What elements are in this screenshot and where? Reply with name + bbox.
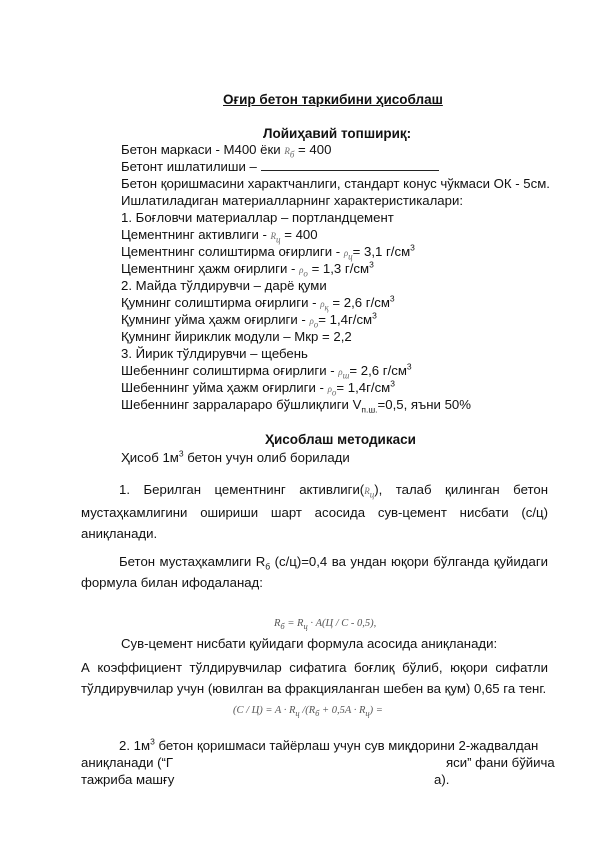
formula2-sub: ц — [295, 708, 300, 719]
formula2-sub3: ц — [365, 708, 370, 719]
step2-text-a: бетон қоришмаси тайёрлаш учун сув миқдорини 2-жадвалдан — [154, 738, 539, 753]
cement-bulk-symbol: ρ — [299, 265, 304, 275]
cube-superscript: 3 — [390, 378, 395, 389]
cube-superscript: 3 — [406, 361, 412, 372]
step1-symbol: R — [364, 486, 370, 496]
concrete-usage-line — [121, 158, 439, 175]
wc-ratio-text: Сув-цемент нисбати қуйидаги формула асосида аниқланади: — [121, 636, 498, 651]
gravel-density-value: = 2,6 г/см — [349, 363, 407, 378]
gravel-voids-sub: п.ш. — [361, 404, 378, 415]
formula2-mid2: + 0,5A · R — [319, 705, 366, 716]
method-heading: Ҳисоблаш методикаси — [265, 432, 416, 447]
formula2-tail: ) = — [369, 705, 383, 716]
gravel-bulk-symbol: ρ — [327, 384, 332, 394]
sand-bulk-value: = 1,4г/см — [318, 312, 373, 327]
sand-density-symbol-sub: қ — [324, 302, 329, 313]
cement-bulk-value: = 1,3 г/см — [311, 261, 370, 276]
mix-consistency-text: Бетон қоришмасини характчанлиги, стандарт конус чўкмаси ОК - 5см. — [121, 176, 550, 191]
step2-line-2-end: яси” фани бўйича — [446, 755, 555, 770]
step2-sup: 3 — [150, 736, 155, 747]
sand-bulk-symbol: ρ — [309, 316, 314, 326]
cement-activity-symbol: R — [270, 231, 277, 241]
formula2-start: (C / Ц) = A · R — [233, 705, 296, 716]
gravel-bulk-symbol-sub: о — [331, 387, 337, 398]
cement-density-value: = 3,1 г/см — [352, 244, 411, 259]
coefficient-paragraph: А коэффициент тўлдирувчилар сифатига боғлиқ бўлиб, юқори сифатли тўлдирувчилар учун (ювилган ва фракцияланган шебен ва қум) 0,65 га тенг. — [81, 660, 548, 696]
gravel-density-symbol-sub: ш — [342, 370, 350, 381]
method-intro-suffix: бетон учун олиб борилади — [183, 450, 350, 465]
cement-density-symbol-sub: ц — [348, 251, 353, 262]
formula1-rest: = R — [284, 618, 304, 629]
step1-symbol-sub: ц — [369, 489, 375, 500]
strength-paragraph — [81, 551, 548, 593]
document-title: Оғир бетон таркибини ҳисоблаш — [223, 92, 443, 107]
step2-prefix: 2. 1м — [119, 738, 151, 753]
formula1-sub: б — [280, 621, 285, 632]
step1-paragraph — [81, 479, 548, 544]
method-intro-sup: 3 — [178, 448, 184, 459]
cement-density-label: Цементнинг солиштирма оғирлиги - — [121, 244, 341, 259]
concrete-grade-value: = 400 — [298, 142, 332, 157]
sand-density-label: Қумнинг солиштирма оғирлиги - — [121, 295, 317, 310]
cement-activity-value: = 400 — [284, 227, 318, 242]
step2-line-2-start: аниқланади (“Г — [81, 755, 174, 770]
gravel-voids-suffix: =0,5, яъни 50% — [377, 397, 471, 412]
sand-bulk-label: Қумнинг уйма ҳажм оғирлиги - — [121, 312, 306, 327]
strength-sub: б — [265, 561, 271, 572]
gravel-density-symbol: ρ — [338, 367, 343, 377]
cube-superscript: 3 — [389, 293, 395, 304]
cube-superscript: 3 — [369, 259, 374, 270]
gravel-voids-prefix: Шебеннинг зарралараро бўшлиқлиги V — [121, 397, 362, 412]
cement-activity-symbol-sub: ц — [276, 234, 281, 245]
formula1-sub2: ц — [303, 621, 308, 632]
step2-line-3-start: тажриба машғу — [81, 772, 175, 787]
cement-activity-label: Цементнинг активлиги - — [121, 227, 267, 242]
formula1-r: R — [274, 618, 281, 629]
step1-text-b: ), талаб қилинган бетон мустаҳкамлигини ошириши шарт асосида сув-цемент нисбати (с/ц) аниқланади. — [81, 482, 548, 541]
sand-bulk-symbol-sub: о — [313, 319, 319, 330]
gravel-voids-line — [121, 396, 471, 413]
step2-line-3-end: а). — [434, 772, 450, 787]
step1-text-a: 1. Берилган цементнинг активлиги( — [119, 482, 365, 497]
method-intro — [121, 449, 350, 466]
gravel-bulk-value: = 1,4г/см — [336, 380, 391, 395]
concrete-grade-label: Бетон маркаси - М400 ёки — [121, 142, 281, 157]
sand-density-symbol: ρ — [320, 299, 325, 309]
step2-line-1 — [81, 737, 548, 754]
sand-density-value: = 2,6 г/см — [332, 295, 390, 310]
binder-heading: 1. Боғловчи материаллар – портландцемент — [121, 210, 394, 225]
cube-superscript: 3 — [372, 310, 377, 321]
cement-density-symbol: ρ — [343, 248, 349, 258]
fine-aggregate-heading: 2. Майда тўлдирувчи – дарё қуми — [121, 278, 327, 293]
assignment-heading: Лойиҳавий топшириқ: — [263, 126, 412, 141]
formula1-tail: · A(Ц / C - 0,5), — [307, 618, 377, 629]
cement-bulk-symbol-sub: о — [303, 268, 308, 279]
cement-bulk-label: Цементнинг ҳажм оғирлиги - — [121, 261, 296, 276]
wc-formula — [233, 705, 383, 719]
strength-rest: (с/ц)=0,4 ва ундан юқори бўлганда қуйидаги формула билан ифодаланад: — [81, 554, 548, 590]
cube-superscript: 3 — [410, 242, 415, 253]
concrete-usage-label: Бетонт ишлатилиши – — [121, 159, 257, 174]
formula2-mid: /(R — [299, 705, 316, 716]
formula2-sub2: б — [315, 708, 320, 719]
strength-text: Бетон мустаҳкамлиги R — [119, 554, 266, 569]
gravel-density-label: Шебеннинг солиштирма оғирлиги - — [121, 363, 335, 378]
method-intro-prefix: Ҳисоб 1м — [121, 450, 179, 465]
concrete-usage-blank — [261, 159, 439, 171]
gravel-bulk-label: Шебеннинг уйма ҳажм оғирлиги - — [121, 380, 324, 395]
strength-formula — [274, 618, 377, 632]
materials-intro: Ишлатиладиган материалларнинг характеристикалари: — [121, 193, 464, 208]
concrete-grade-symbol: R — [284, 146, 290, 156]
concrete-grade-symbol-sub: б — [289, 149, 295, 160]
sand-modulus: Қумнинг йириклик модули – Мкр = 2,2 — [121, 329, 352, 344]
coarse-aggregate-heading: 3. Йирик тўлдирувчи – щебень — [121, 346, 308, 361]
